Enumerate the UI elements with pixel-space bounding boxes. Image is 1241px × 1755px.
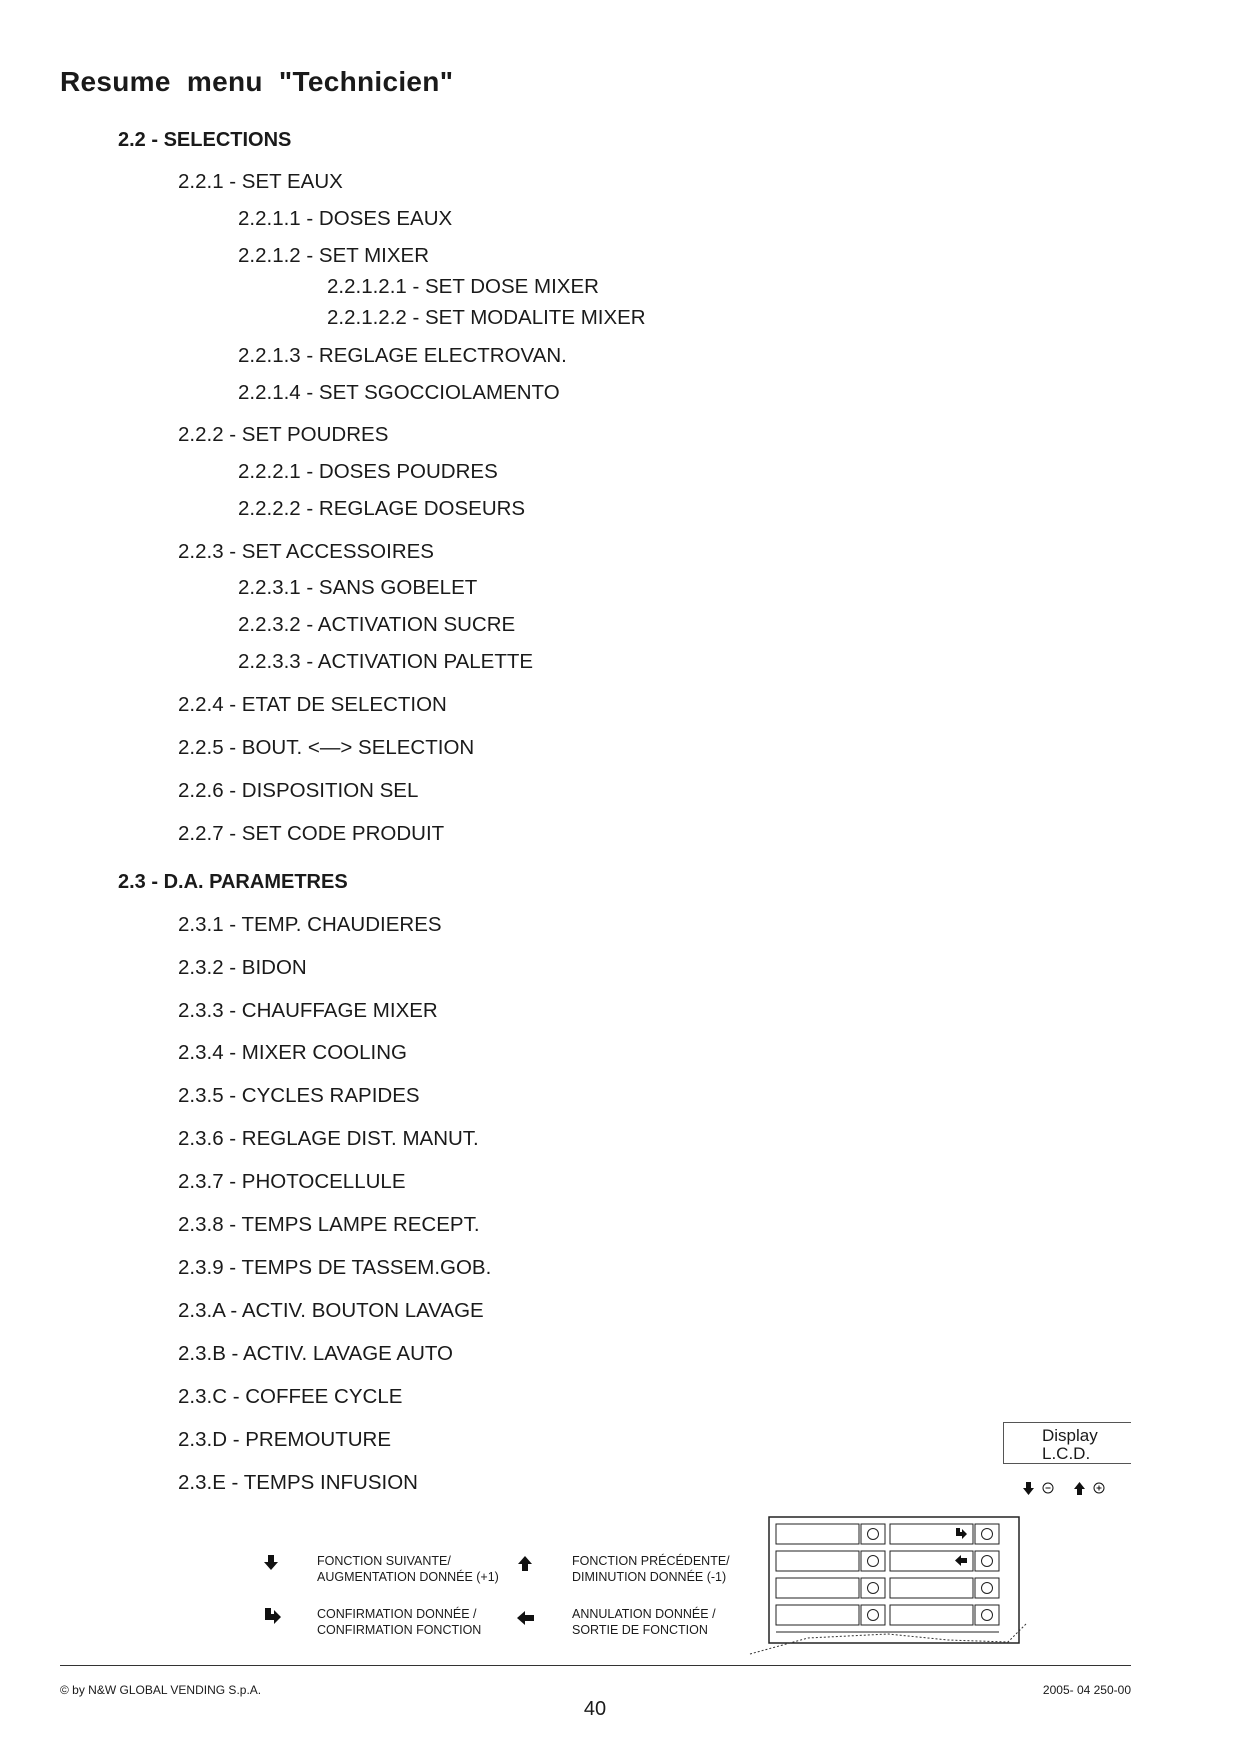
menu-item-2-2-1-2-2: 2.2.1.2.2 - SET MODALITE MIXER: [327, 306, 646, 329]
keypad-panel-drawing: [748, 1516, 1028, 1658]
plus-circle-icon: [1094, 1483, 1104, 1493]
menu-item-2-2-1-2: 2.2.1.2 - SET MIXER: [238, 244, 430, 267]
menu-item-2-2-1: 2.2.1 - SET EAUX: [178, 170, 343, 193]
legend-escape-text: [572, 1606, 716, 1638]
legend-up-text: [572, 1553, 730, 1585]
display-label-line2: L.C.D.: [1042, 1444, 1091, 1463]
escape-arrow-icon: [516, 1608, 536, 1628]
footer-divider: [60, 1665, 1131, 1666]
minus-circle-icon: [1043, 1483, 1053, 1493]
menu-item-2-2: 2.2 - SELECTIONS: [118, 129, 292, 151]
page-number: 40: [583, 1698, 607, 1720]
legend-down-line2: AUGMENTATION DONNÉE (+1): [317, 1570, 499, 1584]
menu-item-2-3-4: 2.3.4 - MIXER COOLING: [178, 1041, 407, 1064]
menu-item-2-3-3: 2.3.3 - CHAUFFAGE MIXER: [178, 999, 438, 1022]
menu-item-2-3-7: 2.3.7 - PHOTOCELLULE: [178, 1170, 406, 1193]
menu-item-2-3-6: 2.3.6 - REGLAGE DIST. MANUT.: [178, 1127, 479, 1150]
menu-item-2-2-1-1: 2.2.1.1 - DOSES EAUX: [238, 207, 453, 230]
legend-down-text: [317, 1553, 499, 1585]
panel-escape-arrow-icon: [955, 1555, 967, 1566]
footer-copyright: © by N&W GLOBAL VENDING S.p.A.: [60, 1683, 262, 1697]
menu-item-2-3-9: 2.3.9 - TEMPS DE TASSEM.GOB.: [178, 1256, 492, 1279]
lcd-key-icons: [1022, 1479, 1122, 1499]
menu-item-2-2-4: 2.2.4 - ETAT DE SELECTION: [178, 693, 447, 716]
menu-item-2-3-8: 2.3.8 - TEMPS LAMPE RECEPT.: [178, 1213, 480, 1236]
menu-item-2-2-1-4: 2.2.1.4 - SET SGOCCIOLAMENTO: [238, 381, 560, 404]
legend-down-line1: FONCTION SUIVANTE/: [317, 1554, 451, 1568]
legend-escape-line1: ANNULATION DONNÉE /: [572, 1607, 716, 1621]
enter-arrow-icon: [262, 1606, 282, 1626]
menu-item-2-2-3-2: 2.2.3.2 - ACTIVATION SUCRE: [238, 613, 516, 636]
arrow-down-icon: [262, 1553, 282, 1573]
arrow-up-icon: [516, 1553, 536, 1573]
menu-item-2-2-3-1: 2.2.3.1 - SANS GOBELET: [238, 576, 478, 599]
menu-item-2-3-e: 2.3.E - TEMPS INFUSION: [178, 1471, 418, 1494]
legend-enter-text: [317, 1606, 481, 1638]
menu-item-2-3-b: 2.3.B - ACTIV. LAVAGE AUTO: [178, 1342, 453, 1365]
footer-doc-code: 2005- 04 250-00: [1042, 1683, 1131, 1697]
menu-item-2-2-7: 2.2.7 - SET CODE PRODUIT: [178, 822, 445, 845]
menu-item-2-2-1-2-1: 2.2.1.2.1 - SET DOSE MIXER: [327, 275, 599, 298]
menu-item-2-3-c: 2.3.C - COFFEE CYCLE: [178, 1385, 403, 1408]
arrow-down-icon: [1023, 1482, 1034, 1495]
legend-enter-line1: CONFIRMATION DONNÉE /: [317, 1607, 477, 1621]
menu-item-2-2-1-3: 2.2.1.3 - REGLAGE ELECTROVAN.: [238, 344, 567, 367]
menu-item-2-2-3-3: 2.2.3.3 - ACTIVATION PALETTE: [238, 650, 534, 673]
legend-up-line2: DIMINUTION DONNÉE (-1): [572, 1570, 727, 1584]
menu-item-2-2-2-2: 2.2.2.2 - REGLAGE DOSEURS: [238, 497, 526, 520]
menu-item-2-2-3: 2.2.3 - SET ACCESSOIRES: [178, 540, 434, 563]
legend-enter-line2: CONFIRMATION FONCTION: [317, 1623, 482, 1637]
panel-enter-arrow-icon: [956, 1528, 967, 1539]
menu-item-2-3-d: 2.3.D - PREMOUTURE: [178, 1428, 391, 1451]
menu-item-2-2-2-1: 2.2.2.1 - DOSES POUDRES: [238, 460, 498, 483]
menu-item-2-3-5: 2.3.5 - CYCLES RAPIDES: [178, 1084, 420, 1107]
legend-escape-line2: SORTIE DE FONCTION: [572, 1623, 708, 1637]
menu-item-2-3-a: 2.3.A - ACTIV. BOUTON LAVAGE: [178, 1299, 484, 1322]
menu-item-2-3: 2.3 - D.A. PARAMETRES: [118, 871, 348, 893]
menu-item-2-3-1: 2.3.1 - TEMP. CHAUDIERES: [178, 913, 442, 936]
display-label-line1: Display: [1042, 1426, 1098, 1445]
display-lcd-label: [1003, 1422, 1131, 1464]
page-title: Resume menu "Technicien": [60, 66, 454, 97]
menu-item-2-3-2: 2.3.2 - BIDON: [178, 956, 307, 979]
arrow-up-icon: [1074, 1482, 1085, 1495]
legend-up-line1: FONCTION PRÉCÉDENTE/: [572, 1554, 730, 1568]
menu-item-2-2-2: 2.2.2 - SET POUDRES: [178, 423, 389, 446]
menu-item-2-2-5: 2.2.5 - BOUT. <—> SELECTION: [178, 736, 475, 759]
menu-item-2-2-6: 2.2.6 - DISPOSITION SEL: [178, 779, 419, 802]
